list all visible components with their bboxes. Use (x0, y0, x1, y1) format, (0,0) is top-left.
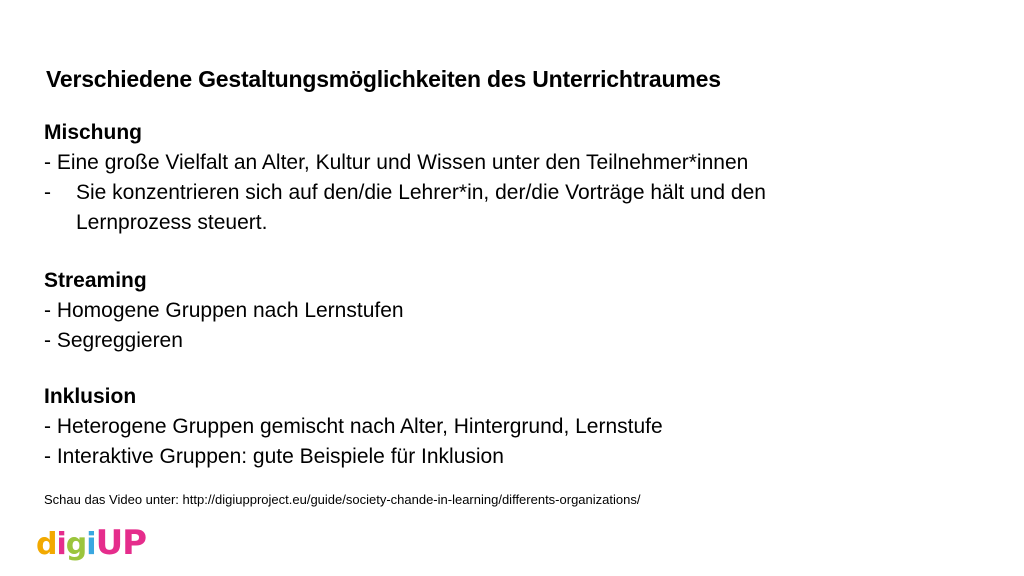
logo-letter: i (56, 527, 66, 562)
hanging-bullet (44, 178, 944, 238)
bullet-line: - Eine große Vielfalt an Alter, Kultur und Wissen unter den Teilnehmer*innen (44, 151, 749, 174)
bullet-dash: - (44, 181, 51, 204)
section-streaming (44, 266, 944, 356)
slide-title: Verschiedene Gestaltungsmöglichkeiten des Unterrichtraumes (46, 66, 721, 92)
section-heading: Streaming (44, 269, 147, 292)
section-heading: Inklusion (44, 385, 137, 408)
section-inklusion (44, 382, 944, 472)
logo-letter: i (86, 527, 96, 562)
bullet-text-line: Lernprozess steuert. (76, 211, 268, 234)
logo-letter: d (36, 527, 57, 562)
video-link-note[interactable]: Schau das Video unter: http://digiupproject.eu/guide/society-chande-in-learning/differents-organizations/ (44, 492, 641, 507)
section-mischung (44, 118, 944, 238)
bullet-line: - Segreggieren (44, 329, 183, 352)
section-heading: Mischung (44, 121, 142, 144)
bullet-line: - Interaktive Gruppen: gute Beispiele für Inklusion (44, 445, 504, 468)
bullet-text-line: Sie konzentrieren sich auf den/die Lehrer*in, der/die Vorträge hält und den (76, 181, 766, 204)
digiup-logo (36, 523, 147, 563)
bullet-line: - Heterogene Gruppen gemischt nach Alter, Hintergrund, Lernstufe (44, 415, 663, 438)
logo-letters-up: UP (95, 523, 147, 563)
bullet-line: - Homogene Gruppen nach Lernstufen (44, 299, 404, 322)
logo-letter: g (65, 527, 87, 562)
